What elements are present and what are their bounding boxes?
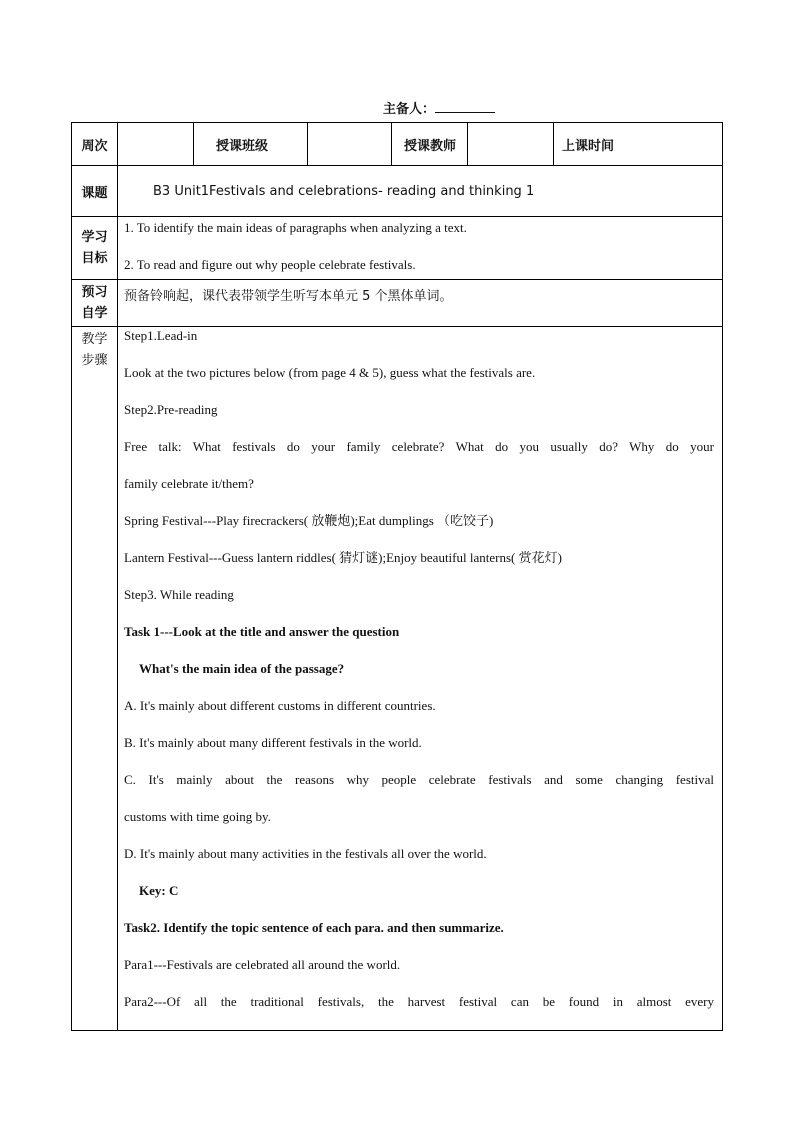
- goal-item: 2. To read and figure out why people celebrate festivals.: [124, 257, 416, 272]
- lesson-plan-table: [71, 122, 723, 1031]
- task-question: What's the main idea of the passage?: [139, 661, 345, 676]
- teacher-value: [468, 123, 554, 166]
- teacher-label: 授课教师: [392, 123, 468, 166]
- preparer-field: [383, 98, 495, 117]
- step-line: Look at the two pictures below (from page 4 & 5), guess what the festivals are.: [124, 365, 536, 380]
- topic-value: B3 Unit1Festivals and celebrations- reading and thinking 1: [118, 166, 723, 217]
- goals-label: [72, 217, 118, 280]
- steps-label-line1: 教学: [81, 332, 108, 347]
- class-label: 授课班级: [194, 123, 308, 166]
- goals-label-line1: 学习: [81, 230, 108, 245]
- answer-key: Key: C: [139, 883, 179, 898]
- option-line: customs with time going by.: [124, 809, 271, 824]
- preview-label-line2: 自学: [81, 306, 108, 321]
- goals-content: [118, 217, 723, 280]
- header-row: [72, 123, 723, 166]
- preview-text: 预备铃响起，课代表带领学生听写本单元 5 个黑体单词。: [118, 280, 723, 327]
- step-heading: Step1.Lead-in: [124, 328, 198, 343]
- step-line: Free talk: What festivals do your family celebrate? What do you usually do? Why do your: [124, 439, 714, 454]
- option-line: C. It's mainly about the reasons why people celebrate festivals and some changing festival: [124, 772, 714, 787]
- steps-label-line2: 步骤: [81, 353, 108, 368]
- task-heading: Task 1---Look at the title and answer the question: [124, 624, 400, 639]
- steps-row: [72, 327, 723, 1031]
- topic-row: [72, 166, 723, 217]
- preparer-blank: [435, 100, 495, 113]
- week-value: [118, 123, 194, 166]
- step-line: Lantern Festival---Guess lantern riddles( 猜灯谜);Enjoy beautiful lanterns( 赏花灯): [124, 550, 562, 565]
- step-line: family celebrate it/them?: [124, 476, 254, 491]
- time-label: 上课时间: [554, 123, 723, 166]
- para-summary: Para1---Festivals are celebrated all around the world.: [124, 957, 401, 972]
- goals-label-line2: 目标: [81, 251, 108, 266]
- task-heading: Task2. Identify the topic sentence of each para. and then summarize.: [124, 920, 504, 935]
- para-summary: Para2---Of all the traditional festivals, the harvest festival can be found in almost every: [124, 994, 714, 1009]
- step-heading: Step2.Pre-reading: [124, 402, 218, 417]
- week-label: 周次: [72, 123, 118, 166]
- class-value: [308, 123, 392, 166]
- goals-row: [72, 217, 723, 280]
- preview-row: [72, 280, 723, 327]
- option-line: D. It's mainly about many activities in the festivals all over the world.: [124, 846, 487, 861]
- step-heading: Step3. While reading: [124, 587, 234, 602]
- steps-content: [118, 327, 723, 1031]
- step-line: Spring Festival---Play firecrackers( 放鞭炮);Eat dumplings （吃饺子): [124, 513, 494, 528]
- topic-label: 课题: [72, 166, 118, 217]
- option-line: A. It's mainly about different customs in different countries.: [124, 698, 436, 713]
- preparer-label: 主备人：: [383, 102, 436, 117]
- steps-label: [72, 327, 118, 1031]
- option-line: B. It's mainly about many different festivals in the world.: [124, 735, 422, 750]
- preview-label: [72, 280, 118, 327]
- preview-label-line1: 预习: [81, 285, 108, 300]
- goal-item: 1. To identify the main ideas of paragraphs when analyzing a text.: [124, 220, 467, 235]
